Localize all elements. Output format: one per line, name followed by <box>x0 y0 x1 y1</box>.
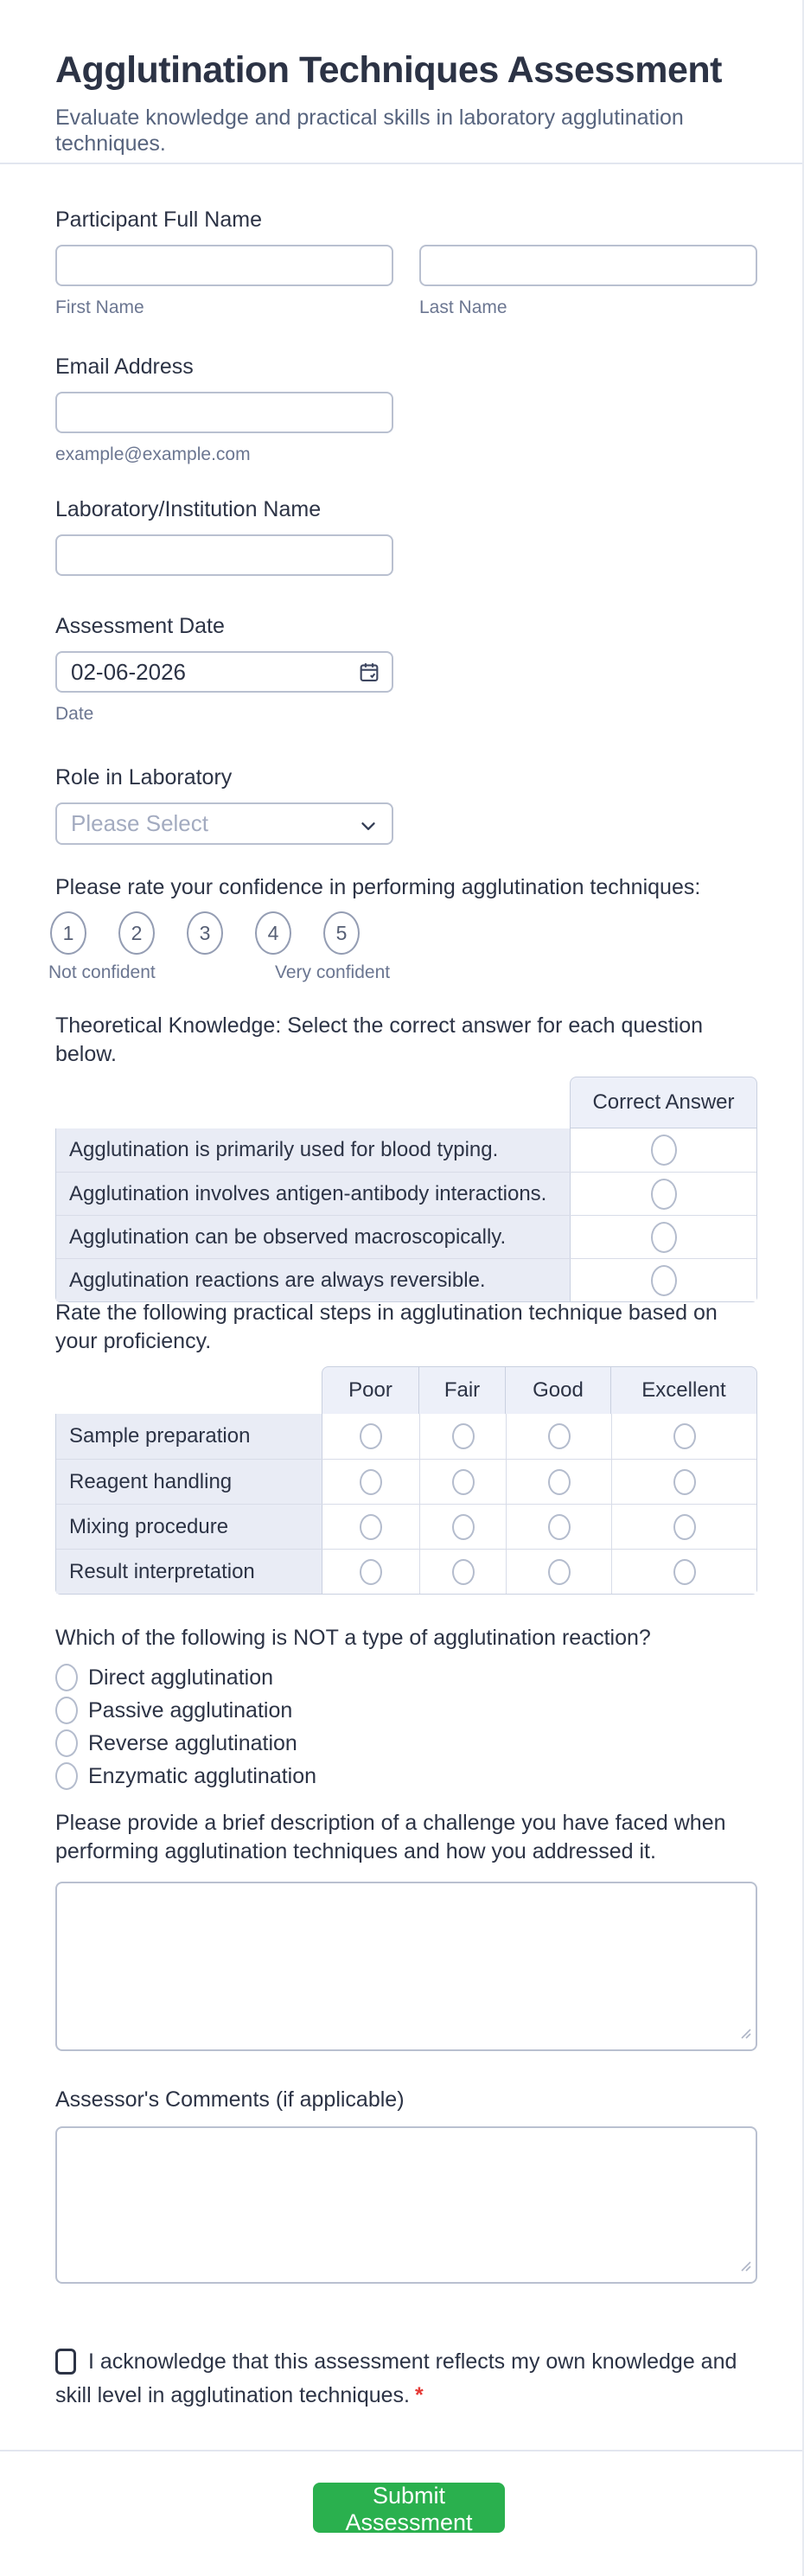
scale-option-4[interactable] <box>255 911 291 955</box>
field-role <box>55 764 757 845</box>
acknowledgment-label: I acknowledge that this assessment reflects my own knowledge and skill level in agglutination techniques. <box>55 2349 737 2407</box>
theory-table-body <box>55 1128 757 1302</box>
mc-option-direct[interactable] <box>55 1661 757 1694</box>
field-acknowledgment <box>55 2345 757 2413</box>
mc-option-1-radio[interactable] <box>55 1664 78 1691</box>
field-mc <box>55 1624 757 1793</box>
field-confidence <box>48 873 757 985</box>
scale-option-3[interactable] <box>187 911 223 955</box>
practical-row-1-poor-radio[interactable] <box>360 1423 382 1449</box>
field-assessor <box>55 2086 757 2284</box>
theory-row-1-radio[interactable] <box>651 1135 677 1166</box>
challenge-label: Please provide a brief description of a challenge you have faced when performing agglutination techniques and how you addressed it. <box>55 1811 726 1863</box>
first-name-input[interactable] <box>55 245 393 286</box>
table-row <box>56 1215 756 1258</box>
practical-row-2-excellent-radio[interactable] <box>673 1469 696 1495</box>
practical-row-1-excellent-radio[interactable] <box>673 1423 696 1449</box>
practical-label: Rate the following practical steps in agglutination technique based on your proficiency. <box>55 1301 718 1353</box>
mc-option-enzymatic[interactable] <box>55 1760 757 1793</box>
practical-row-label: Sample preparation <box>56 1414 322 1459</box>
practical-row-1-good-radio[interactable] <box>548 1423 571 1449</box>
chevron-down-icon <box>357 815 380 841</box>
table-row <box>56 1128 756 1172</box>
mc-label: Which of the following is NOT a type of agglutination reaction? <box>55 1626 651 1650</box>
email-sublabel: example@example.com <box>55 444 251 464</box>
practical-row-2-fair-radio[interactable] <box>452 1469 475 1495</box>
table-row <box>56 1459 756 1504</box>
practical-column-fair: Fair <box>419 1366 506 1414</box>
practical-row-3-excellent-radio[interactable] <box>673 1514 696 1540</box>
laboratory-label: Laboratory/Institution Name <box>55 497 322 521</box>
role-select[interactable] <box>55 802 393 845</box>
theory-row-label: Agglutination involves antigen-antibody interactions. <box>56 1173 570 1215</box>
field-email <box>55 353 757 465</box>
field-challenge <box>55 1809 757 2051</box>
challenge-textarea[interactable] <box>55 1882 757 2051</box>
mc-option-label: Reverse agglutination <box>88 1730 297 1755</box>
theory-column-header: Correct Answer <box>570 1077 757 1128</box>
practical-row-label: Reagent handling <box>56 1460 322 1504</box>
practical-column-good: Good <box>506 1366 611 1414</box>
scale-option-5[interactable] <box>323 911 360 955</box>
practical-head-spacer <box>55 1366 322 1414</box>
practical-row-4-poor-radio[interactable] <box>360 1559 382 1585</box>
practical-row-2-poor-radio[interactable] <box>360 1469 382 1495</box>
scale-option-1[interactable] <box>50 911 86 955</box>
form-header <box>0 0 802 164</box>
practical-table-body <box>55 1414 757 1595</box>
role-label: Role in Laboratory <box>55 765 233 789</box>
theory-row-4-radio[interactable] <box>651 1265 677 1296</box>
theory-row-3-radio[interactable] <box>651 1222 677 1253</box>
first-name-sublabel: First Name <box>55 297 144 317</box>
assessor-textarea[interactable] <box>55 2126 757 2284</box>
practical-row-1-fair-radio[interactable] <box>452 1423 475 1449</box>
practical-row-2-good-radio[interactable] <box>548 1469 571 1495</box>
theory-row-label: Agglutination is primarily used for blood typing. <box>56 1128 570 1172</box>
required-asterisk: * <box>414 2383 424 2407</box>
theory-row-label: Agglutination reactions are always reversible. <box>56 1259 570 1301</box>
email-label: Email Address <box>55 355 194 379</box>
acknowledgment-row <box>55 2345 757 2413</box>
practical-row-3-fair-radio[interactable] <box>452 1514 475 1540</box>
table-row <box>56 1172 756 1215</box>
mc-option-reverse[interactable] <box>55 1727 757 1760</box>
confidence-label: Please rate your confidence in performing agglutination techniques: <box>55 875 701 899</box>
submit-divider <box>0 2450 804 2451</box>
mc-option-2-radio[interactable] <box>55 1697 78 1724</box>
acknowledgment-checkbox[interactable] <box>55 2349 76 2375</box>
table-row <box>56 1414 756 1459</box>
scale-option-3-number: 3 <box>199 921 211 944</box>
field-theory-table <box>55 1012 757 1302</box>
scale-option-2[interactable] <box>118 911 155 955</box>
practical-column-excellent: Excellent <box>611 1366 757 1414</box>
scale-max-label: Very confident <box>275 962 391 982</box>
field-laboratory <box>55 495 757 576</box>
theory-row-2-radio[interactable] <box>651 1179 677 1210</box>
scale-min-label: Not confident <box>48 962 156 982</box>
mc-option-3-radio[interactable] <box>55 1729 78 1757</box>
practical-row-3-good-radio[interactable] <box>548 1514 571 1540</box>
scale-option-1-number: 1 <box>62 921 74 944</box>
mc-option-4-radio[interactable] <box>55 1762 78 1790</box>
scale-option-5-number: 5 <box>335 921 348 944</box>
email-input[interactable] <box>55 392 393 433</box>
confidence-scale <box>50 911 757 955</box>
scale-option-4-number: 4 <box>267 921 279 944</box>
practical-row-4-excellent-radio[interactable] <box>673 1559 696 1585</box>
page-title: Agglutination Techniques Assessment <box>55 49 722 91</box>
mc-option-label: Passive agglutination <box>88 1697 293 1723</box>
table-row <box>56 1258 756 1301</box>
mc-option-label: Direct agglutination <box>88 1665 274 1690</box>
last-name-input[interactable] <box>419 245 757 286</box>
field-practical-table <box>55 1299 757 1595</box>
laboratory-input[interactable] <box>55 534 393 576</box>
practical-row-label: Mixing procedure <box>56 1505 322 1549</box>
practical-row-label: Result interpretation <box>56 1550 322 1594</box>
theory-row-label: Agglutination can be observed macroscopically. <box>56 1216 570 1258</box>
practical-column-poor: Poor <box>322 1366 419 1414</box>
last-name-sublabel: Last Name <box>419 297 507 317</box>
date-input[interactable] <box>55 651 393 693</box>
mc-option-passive[interactable] <box>55 1694 757 1727</box>
mc-option-label: Enzymatic agglutination <box>88 1763 317 1788</box>
scale-option-2-number: 2 <box>131 921 143 944</box>
assessor-label: Assessor's Comments (if applicable) <box>55 2087 405 2112</box>
participant-name-label: Participant Full Name <box>55 208 262 232</box>
theory-label: Theoretical Knowledge: Select the correct answer for each question below. <box>55 1013 704 1066</box>
role-select-placeholder: Please Select <box>71 810 208 836</box>
practical-row-3-poor-radio[interactable] <box>360 1514 382 1540</box>
table-row <box>56 1549 756 1594</box>
practical-row-4-good-radio[interactable] <box>548 1559 571 1585</box>
table-row <box>56 1504 756 1549</box>
field-date <box>55 612 757 725</box>
date-sublabel: Date <box>55 704 94 724</box>
practical-row-4-fair-radio[interactable] <box>452 1559 475 1585</box>
date-label: Assessment Date <box>55 614 225 638</box>
submit-button[interactable]: Submit Assessment <box>313 2483 505 2533</box>
page-subtitle: Evaluate knowledge and practical skills in laboratory agglutination techniques. <box>55 105 684 156</box>
field-participant-name <box>55 206 757 318</box>
theory-head-spacer <box>55 1077 570 1128</box>
